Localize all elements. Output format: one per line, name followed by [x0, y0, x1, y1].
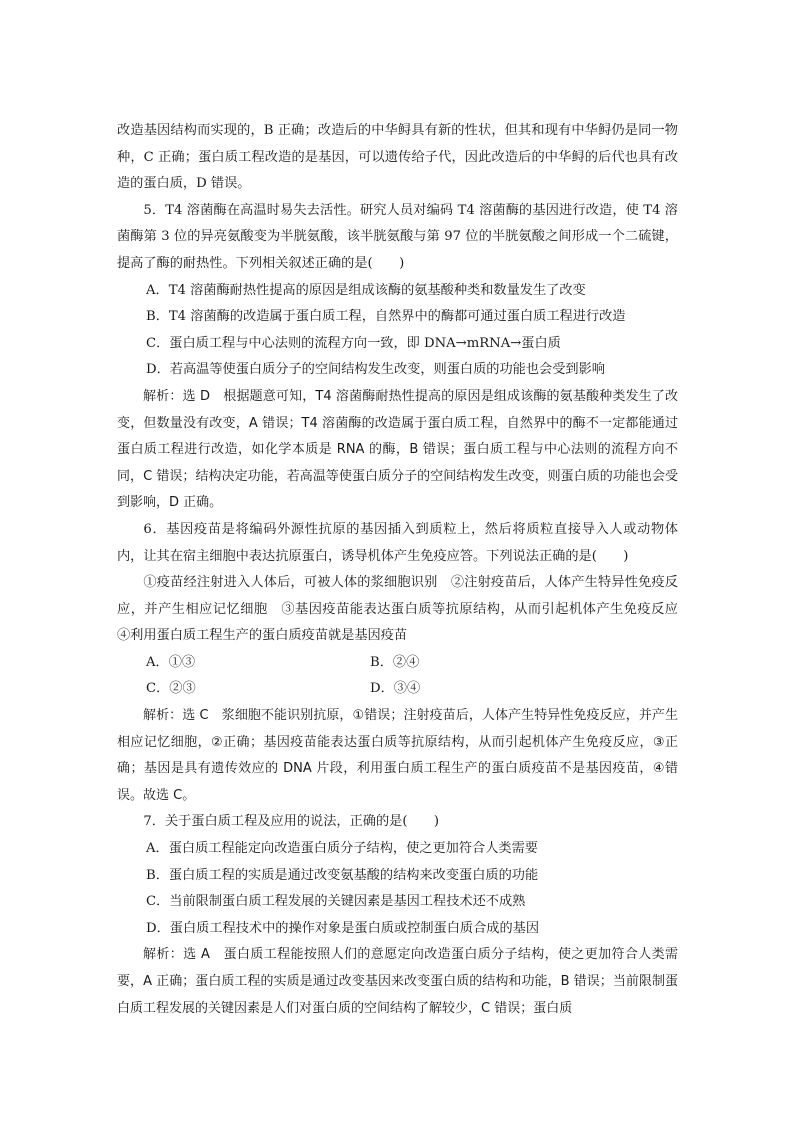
question-5-solution: 解析：选 D 根据题意可知，T4 溶菌酶耐热性提高的原因是组成该酶的氨基酸种类发生了改变，但数量没有改变，A 错误；T4 溶菌酶的改造属于蛋白质工程，自然界中的酶不一定都能通过蛋白质工程进行改造，如化学本质是 RNA 的酶，B 错误；蛋白质工程与中心法则的流程方向不同，C 错误；结构决定功能，若高温等使蛋白质分子的空间结构发生改变，则蛋白质的功能也会受到影响，D 正确。 — [117, 388, 678, 511]
question-6-options-row-2 — [146, 676, 678, 703]
question-6-option-a: A．①③ — [146, 654, 196, 670]
question-6-options-row-1 — [146, 650, 678, 677]
question-7-option-c: C．当前限制蛋白质工程发展的关键因素是基因工程技术还不成熟 — [146, 894, 526, 910]
question-6-option-d: D．③④ — [370, 681, 421, 697]
question-6-option-b: B．②④ — [370, 654, 420, 670]
question-7-solution: 解析：选 A 蛋白质工程能按照人们的意愿定向改造蛋白质分子结构，使之更加符合人类需要，A 正确；蛋白质工程的实质是通过改变基因来改变蛋白质的结构和功能，B 错误；当前限制蛋白质工程发展的关键因素是人们对蛋白质的空间结构了解较少，C 错误；蛋白质 — [117, 947, 678, 1016]
question-7-option-a: A．蛋白质工程能定向改造蛋白质分子结构，使之更加符合人类需要 — [146, 841, 538, 857]
question-7-stem: 7．关于蛋白质工程及应用的说法，正确的是( ) — [143, 814, 440, 830]
content-column — [117, 118, 692, 1022]
intro-paragraph: 改造基因结构而实现的，B 正确；改造后的中华鲟具有新的性状，但其和现有中华鲟仍是同一物种，C 正确；蛋白质工程改造的是基因，可以遗传给子代，因此改造后的中华鲟的后代也具有改造的蛋白质，D 错误。 — [117, 123, 678, 192]
question-5-option-a: A．T4 溶菌酶耐热性提高的原因是组成该酶的氨基酸种类和数量发生了改变 — [146, 282, 586, 298]
question-7 — [117, 809, 678, 1022]
question-6-stem: 6．基因疫苗是将编码外源性抗原的基因插入到质粒上，然后将质粒直接导入人或动物体内，让其在宿主细胞中表达抗原蛋白，诱导机体产生免疫应答。下列说法正确的是( ) — [117, 521, 678, 564]
question-5-option-d: D．若高温等使蛋白质分子的空间结构发生改变，则蛋白质的功能也会受到影响 — [146, 362, 605, 378]
question-5-option-b: B．T4 溶菌酶的改造属于蛋白质工程，自然界中的酶都可通过蛋白质工程进行改造 — [146, 309, 626, 325]
question-6-statements: ①疫苗经注射进入人体后，可被人体的浆细胞识别 ②注射疫苗后，人体产生特异性免疫反应，并产生相应记忆细胞 ③基因疫苗能表达蛋白质等抗原结构，从而引起机体产生免疫反应 ④利用蛋白质工程生产的蛋白质疫苗就是基因疫苗 — [117, 575, 692, 644]
question-6-option-c: C．②③ — [146, 681, 196, 697]
question-6-solution: 解析：选 C 浆细胞不能识别抗原，①错误；注射疫苗后，人体产生特异性免疫反应，并产生相应记忆细胞，②正确；基因疫苗能表达蛋白质等抗原结构，从而引起机体产生免疫反应，③正确；基因是具有遗传效应的 DNA 片段，利用蛋白质工程生产的蛋白质疫苗不是基因疫苗，④错误。故选 C。 — [117, 708, 678, 803]
question-5 — [117, 198, 678, 517]
question-7-option-d: D．蛋白质工程技术中的操作对象是蛋白质或控制蛋白质合成的基因 — [146, 920, 540, 936]
question-7-option-b: B．蛋白质工程的实质是通过改变氨基酸的结构来改变蛋白质的功能 — [146, 867, 539, 883]
question-5-stem: 5．T4 溶菌酶在高温时易失去活性。研究人员对编码 T4 溶菌酶的基因进行改造，使 T4 溶菌酶第 3 位的异亮氨酸变为半胱氨酸，该半胱氨酸与第 97 位的半胱氨酸之间形成一个二硫键，提高了酶的耐热性。下列相关叙述正确的是( ) — [117, 202, 678, 271]
question-6 — [117, 517, 692, 810]
question-5-option-c: C．蛋白质工程与中心法则的流程方向一致，即 DNA→mRNA→蛋白质 — [146, 335, 561, 351]
